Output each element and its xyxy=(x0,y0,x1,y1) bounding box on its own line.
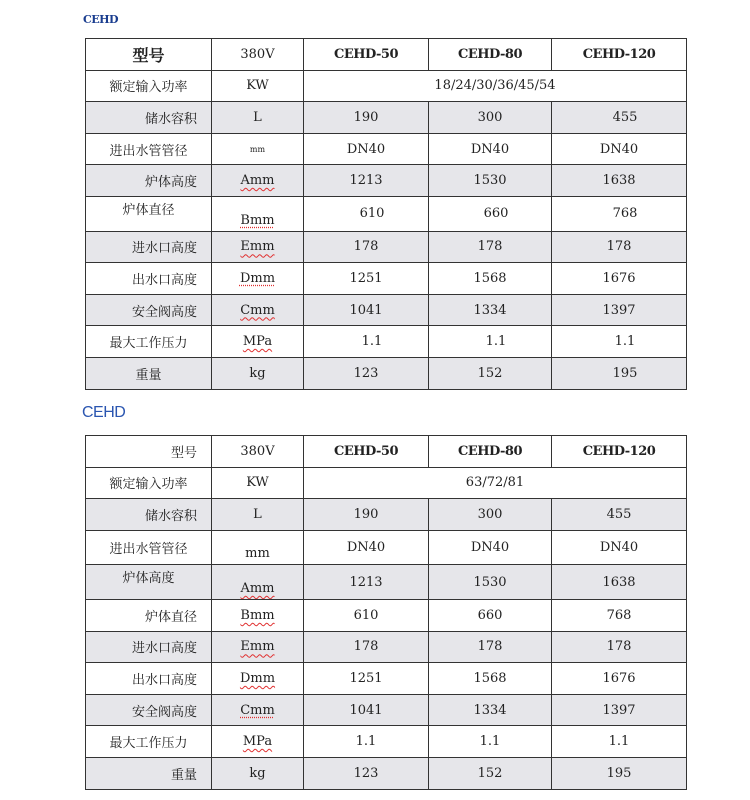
cell-value: DN40 xyxy=(429,530,552,565)
model-name: CEHD-50 xyxy=(304,39,429,71)
model-name: CEHD-80 xyxy=(429,39,552,71)
header-label: 型号 xyxy=(86,39,212,71)
cell-value: 1.1 xyxy=(429,326,552,358)
table-row xyxy=(86,357,687,389)
cell-value: 768 xyxy=(552,196,687,231)
cell-value: 768 xyxy=(552,599,687,631)
cell-value: DN40 xyxy=(552,530,687,565)
cell-value: 178 xyxy=(552,231,687,263)
cell-value: 123 xyxy=(304,757,429,789)
row-label: 出水口高度 xyxy=(86,663,212,695)
table-row xyxy=(86,726,687,758)
table-row xyxy=(86,599,687,631)
cell-value: 1334 xyxy=(429,294,552,326)
row-label: 安全阀高度 xyxy=(86,694,212,726)
row-label: 重量 xyxy=(86,357,212,389)
table-title-2: CEHD xyxy=(82,404,126,421)
cell-value: 1041 xyxy=(304,694,429,726)
row-label: 储水容积 xyxy=(86,102,212,134)
cell-value: 190 xyxy=(304,102,429,134)
cell-value: 1530 xyxy=(429,165,552,197)
power-value: 63/72/81 xyxy=(304,467,687,499)
header-row xyxy=(86,39,687,71)
cell-value: 660 xyxy=(429,599,552,631)
row-label: 炉体直径 xyxy=(86,196,212,231)
power-value: 18/24/30/36/45/54 xyxy=(304,70,687,102)
row-unit: mm xyxy=(212,133,304,165)
cell-value: 1676 xyxy=(552,663,687,695)
table-row xyxy=(86,70,687,102)
table-row xyxy=(86,631,687,663)
header-label: 型号 xyxy=(86,436,212,468)
cell-value: DN40 xyxy=(304,530,429,565)
row-unit: L xyxy=(212,499,304,531)
cell-value: 1041 xyxy=(304,294,429,326)
cell-value: 152 xyxy=(429,357,552,389)
table-row xyxy=(86,530,687,565)
row-unit: Amm xyxy=(212,165,304,197)
table-row xyxy=(86,294,687,326)
cell-value: 300 xyxy=(429,499,552,531)
cell-value: 300 xyxy=(429,102,552,134)
row-unit: L xyxy=(212,102,304,134)
cell-value: 178 xyxy=(304,631,429,663)
spec-table-2 xyxy=(85,435,687,790)
row-unit: Dmm xyxy=(212,663,304,695)
cell-value: 178 xyxy=(304,231,429,263)
row-unit: Emm xyxy=(212,631,304,663)
header-voltage: 380V xyxy=(212,436,304,468)
model-name: CEHD-120 xyxy=(552,436,687,468)
row-label: 炉体高度 xyxy=(86,165,212,197)
row-unit: kg xyxy=(212,357,304,389)
row-label: 炉体直径 xyxy=(86,599,212,631)
cell-value: 195 xyxy=(552,357,687,389)
cell-value: DN40 xyxy=(552,133,687,165)
row-unit: Amm xyxy=(212,565,304,600)
cell-value: 190 xyxy=(304,499,429,531)
row-label: 进水口高度 xyxy=(86,231,212,263)
row-unit: kg xyxy=(212,757,304,789)
cell-value: DN40 xyxy=(429,133,552,165)
row-label: 最大工作压力 xyxy=(86,726,212,758)
cell-value: 1638 xyxy=(552,565,687,600)
cell-value: 1.1 xyxy=(304,326,429,358)
table-row xyxy=(86,326,687,358)
row-label: 进水口高度 xyxy=(86,631,212,663)
table-row xyxy=(86,565,687,600)
table-row xyxy=(86,757,687,789)
row-label: 进出水管管径 xyxy=(86,133,212,165)
cell-value: 1530 xyxy=(429,565,552,600)
row-label: 出水口高度 xyxy=(86,263,212,295)
row-label: 安全阀高度 xyxy=(86,294,212,326)
cell-value: 1334 xyxy=(429,694,552,726)
cell-value: DN40 xyxy=(304,133,429,165)
table-row xyxy=(86,263,687,295)
row-unit: Bmm xyxy=(212,196,304,231)
header-row xyxy=(86,436,687,468)
row-unit: Dmm xyxy=(212,263,304,295)
cell-value: 1.1 xyxy=(552,326,687,358)
table-row xyxy=(86,663,687,695)
row-unit: mm xyxy=(212,530,304,565)
cell-value: 660 xyxy=(429,196,552,231)
cell-value: 1.1 xyxy=(429,726,552,758)
cell-value: 178 xyxy=(429,631,552,663)
cell-value: 1.1 xyxy=(304,726,429,758)
row-label: 进出水管管径 xyxy=(86,530,212,565)
cell-value: 195 xyxy=(552,757,687,789)
cell-value: 1638 xyxy=(552,165,687,197)
table-row xyxy=(86,196,687,231)
row-unit: KW xyxy=(212,467,304,499)
spec-table-1 xyxy=(85,38,687,390)
table-row xyxy=(86,467,687,499)
header-voltage: 380V xyxy=(212,39,304,71)
table-row xyxy=(86,102,687,134)
row-label: 额定输入功率 xyxy=(86,70,212,102)
row-unit: Bmm xyxy=(212,599,304,631)
table-row xyxy=(86,694,687,726)
cell-value: 1676 xyxy=(552,263,687,295)
cell-value: 178 xyxy=(429,231,552,263)
cell-value: 152 xyxy=(429,757,552,789)
row-unit: MPa xyxy=(212,726,304,758)
row-unit: MPa xyxy=(212,326,304,358)
cell-value: 1397 xyxy=(552,694,687,726)
row-unit: KW xyxy=(212,70,304,102)
row-unit: Cmm xyxy=(212,294,304,326)
cell-value: 455 xyxy=(552,102,687,134)
cell-value: 1251 xyxy=(304,663,429,695)
table-row xyxy=(86,499,687,531)
table-row xyxy=(86,165,687,197)
row-label: 储水容积 xyxy=(86,499,212,531)
model-name: CEHD-80 xyxy=(429,436,552,468)
cell-value: 1568 xyxy=(429,263,552,295)
row-label: 最大工作压力 xyxy=(86,326,212,358)
model-name: CEHD-120 xyxy=(552,39,687,71)
row-unit: Emm xyxy=(212,231,304,263)
model-name: CEHD-50 xyxy=(304,436,429,468)
cell-value: 1568 xyxy=(429,663,552,695)
cell-value: 1213 xyxy=(304,165,429,197)
cell-value: 1.1 xyxy=(552,726,687,758)
row-label: 重量 xyxy=(86,757,212,789)
cell-value: 455 xyxy=(552,499,687,531)
table-row xyxy=(86,231,687,263)
table-title-1: CEHD xyxy=(83,13,119,26)
cell-value: 178 xyxy=(552,631,687,663)
cell-value: 1213 xyxy=(304,565,429,600)
cell-value: 610 xyxy=(304,196,429,231)
row-label: 额定输入功率 xyxy=(86,467,212,499)
table-row xyxy=(86,133,687,165)
row-unit: Cmm xyxy=(212,694,304,726)
row-label: 炉体高度 xyxy=(86,565,212,600)
cell-value: 1397 xyxy=(552,294,687,326)
cell-value: 610 xyxy=(304,599,429,631)
cell-value: 123 xyxy=(304,357,429,389)
cell-value: 1251 xyxy=(304,263,429,295)
